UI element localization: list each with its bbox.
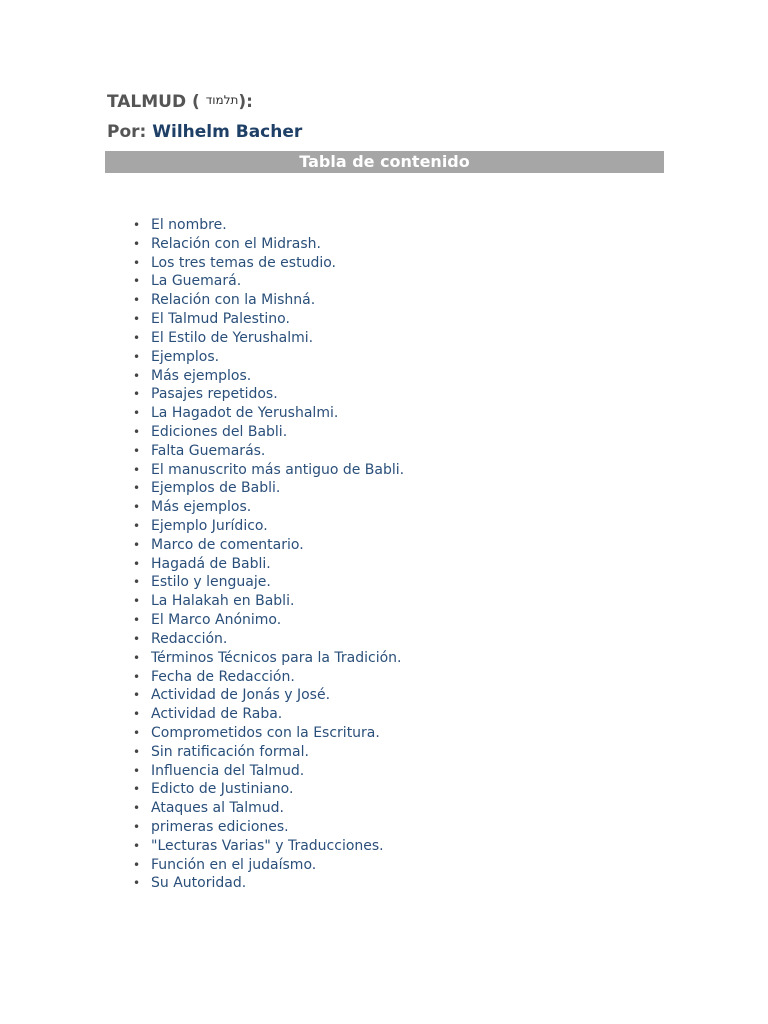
bullet-icon: • bbox=[133, 387, 141, 402]
toc-item bbox=[133, 649, 404, 668]
bullet-icon: • bbox=[133, 876, 141, 891]
bullet-icon: • bbox=[133, 575, 141, 590]
toc-link[interactable]: Redacción. bbox=[151, 630, 228, 647]
toc-item bbox=[133, 743, 404, 762]
toc-link[interactable]: Relación con el Midrash. bbox=[151, 235, 322, 252]
toc-link[interactable]: La Guemará. bbox=[151, 273, 242, 290]
toc-item bbox=[133, 592, 404, 611]
toc-item bbox=[133, 367, 404, 386]
bullet-icon: • bbox=[133, 838, 141, 853]
toc-item bbox=[133, 762, 404, 781]
toc-link[interactable]: Sin ratificación formal. bbox=[151, 743, 309, 760]
toc-link[interactable]: Falta Guemarás. bbox=[151, 442, 266, 459]
toc-item bbox=[133, 498, 404, 517]
bullet-icon: • bbox=[133, 218, 141, 232]
bullet-icon: • bbox=[133, 725, 141, 740]
toc-link[interactable]: Estilo y lenguaje. bbox=[151, 574, 271, 591]
by-label: Por: bbox=[107, 122, 147, 142]
toc-link[interactable]: Relación con la Mishná. bbox=[151, 292, 316, 309]
bullet-icon: • bbox=[133, 368, 141, 383]
toc-item bbox=[133, 536, 404, 555]
toc-item bbox=[133, 837, 404, 856]
bullet-icon: • bbox=[133, 631, 141, 646]
toc-link[interactable]: Ediciones del Babli. bbox=[151, 423, 288, 440]
bullet-icon: • bbox=[133, 594, 141, 609]
toc-link[interactable]: Edicto de Justiniano. bbox=[151, 781, 294, 798]
toc-item bbox=[133, 517, 404, 536]
bullet-icon: • bbox=[133, 443, 141, 458]
toc-item bbox=[133, 630, 404, 649]
bullet-icon: • bbox=[133, 650, 141, 665]
title-hebrew: תלמוד bbox=[205, 93, 239, 107]
toc-link[interactable]: El Estilo de Yerushalmi. bbox=[151, 329, 314, 346]
toc-link[interactable]: Términos Técnicos para la Tradición. bbox=[151, 649, 402, 666]
bullet-icon: • bbox=[133, 462, 141, 477]
toc-link[interactable]: El Talmud Palestino. bbox=[151, 311, 290, 328]
bullet-icon: • bbox=[133, 500, 141, 515]
toc-link[interactable]: Más ejemplos. bbox=[151, 499, 252, 516]
toc-link[interactable]: Su Autoridad. bbox=[151, 875, 247, 892]
bullet-icon: • bbox=[133, 820, 141, 834]
toc-link[interactable]: El manuscrito más antiguo de Babli. bbox=[151, 461, 405, 478]
toc-item bbox=[133, 705, 404, 724]
toc-link[interactable]: Ejemplos. bbox=[151, 348, 220, 365]
bullet-icon: • bbox=[133, 349, 141, 364]
toc-item bbox=[133, 668, 404, 687]
toc-item bbox=[133, 799, 404, 818]
toc-item bbox=[133, 272, 404, 291]
author-name: Wilhelm Bacher bbox=[152, 122, 303, 142]
bullet-icon: • bbox=[133, 556, 141, 571]
toc-link[interactable]: Actividad de Jonás y José. bbox=[151, 687, 331, 704]
toc-item bbox=[133, 329, 404, 348]
toc-link[interactable]: Pasajes repetidos. bbox=[151, 386, 278, 403]
toc-link[interactable]: primeras ediciones. bbox=[151, 819, 289, 835]
bullet-icon: • bbox=[133, 744, 141, 759]
toc-item bbox=[133, 404, 404, 423]
toc-link[interactable]: Influencia del Talmud. bbox=[151, 762, 305, 779]
toc-item bbox=[133, 555, 404, 574]
toc-item bbox=[133, 385, 404, 404]
toc-item bbox=[133, 216, 404, 235]
bullet-icon: • bbox=[133, 669, 141, 684]
bullet-icon: • bbox=[133, 293, 141, 308]
title-prefix: TALMUD ( bbox=[107, 92, 200, 112]
bullet-icon: • bbox=[133, 312, 141, 327]
toc-item bbox=[133, 348, 404, 367]
bullet-icon: • bbox=[133, 782, 141, 797]
bullet-icon: • bbox=[133, 424, 141, 439]
toc-item bbox=[133, 611, 404, 630]
toc-link[interactable]: El Marco Anónimo. bbox=[151, 612, 282, 629]
toc-item bbox=[133, 874, 404, 893]
toc-list bbox=[133, 216, 404, 893]
page-title bbox=[107, 91, 253, 114]
bullet-icon: • bbox=[133, 763, 141, 778]
bullet-icon: • bbox=[133, 613, 141, 628]
bullet-icon: • bbox=[133, 707, 141, 722]
bullet-icon: • bbox=[133, 255, 141, 270]
byline bbox=[107, 121, 302, 143]
toc-link[interactable]: Marco de comentario. bbox=[151, 536, 304, 553]
toc-item bbox=[133, 235, 404, 254]
toc-heading: Tabla de contenido bbox=[105, 151, 664, 173]
bullet-icon: • bbox=[133, 406, 141, 421]
toc-link[interactable]: El nombre. bbox=[151, 217, 227, 233]
toc-item bbox=[133, 856, 404, 875]
toc-link[interactable]: Función en el judaísmo. bbox=[151, 856, 317, 873]
toc-item bbox=[133, 442, 404, 461]
toc-link[interactable]: Hagadá de Babli. bbox=[151, 555, 271, 572]
toc-link[interactable]: Ejemplo Jurídico. bbox=[151, 518, 268, 534]
bullet-icon: • bbox=[133, 857, 141, 872]
toc-link[interactable]: Más ejemplos. bbox=[151, 367, 252, 384]
bullet-icon: • bbox=[133, 330, 141, 345]
toc-item bbox=[133, 818, 404, 837]
toc-link[interactable]: Fecha de Redacción. bbox=[151, 668, 295, 685]
toc-item bbox=[133, 780, 404, 799]
toc-link[interactable]: Ejemplos de Babli. bbox=[151, 480, 281, 497]
title-suffix: ): bbox=[238, 92, 253, 112]
bullet-icon: • bbox=[133, 236, 141, 251]
toc-link[interactable]: Los tres temas de estudio. bbox=[151, 254, 336, 271]
toc-item bbox=[133, 479, 404, 498]
toc-link[interactable]: "Lecturas Varias" y Traducciones. bbox=[151, 837, 384, 854]
toc-item bbox=[133, 254, 404, 273]
toc-item bbox=[133, 461, 404, 480]
toc-item bbox=[133, 291, 404, 310]
toc-item bbox=[133, 423, 404, 442]
toc-item bbox=[133, 724, 404, 743]
toc-link[interactable]: Comprometidos con la Escritura. bbox=[151, 724, 380, 741]
toc-item bbox=[133, 573, 404, 592]
bullet-icon: • bbox=[133, 481, 141, 496]
bullet-icon: • bbox=[133, 801, 141, 816]
toc-link[interactable]: Ataques al Talmud. bbox=[151, 800, 284, 817]
bullet-icon: • bbox=[133, 537, 141, 552]
toc-link[interactable]: Actividad de Raba. bbox=[151, 706, 283, 723]
toc-link[interactable]: La Hagadot de Yerushalmi. bbox=[151, 405, 339, 422]
bullet-icon: • bbox=[133, 519, 141, 533]
bullet-icon: • bbox=[133, 688, 141, 703]
toc-item bbox=[133, 686, 404, 705]
bullet-icon: • bbox=[133, 274, 141, 289]
toc-link[interactable]: La Halakah en Babli. bbox=[151, 593, 295, 610]
toc-item bbox=[133, 310, 404, 329]
